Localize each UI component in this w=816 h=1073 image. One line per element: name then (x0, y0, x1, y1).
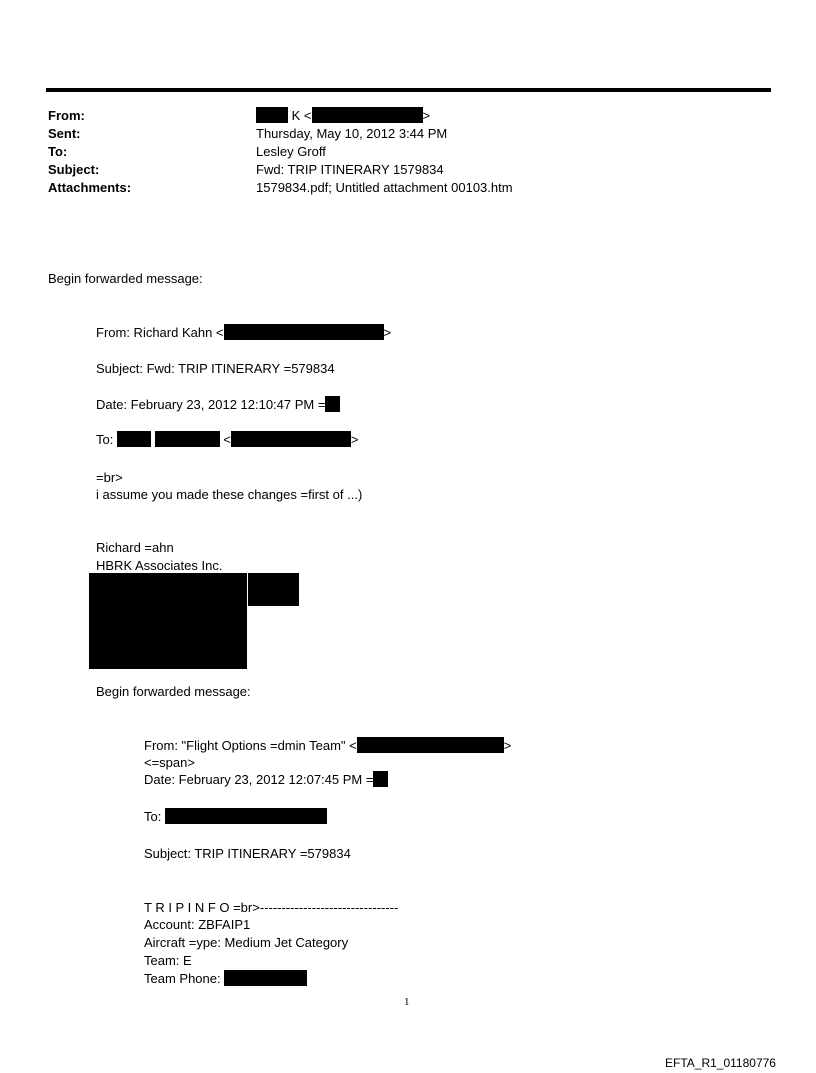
fwd1-to-prefix: To: (96, 432, 114, 447)
from-value-end: > (422, 108, 431, 123)
fwd2-date-text: Date: February 23, 2012 12:07:45 PM = (144, 772, 374, 787)
redaction (165, 808, 327, 824)
fwd1-subject: Subject: Fwd: TRIP ITINERARY =579834 (96, 361, 335, 376)
fwd2-date (144, 771, 388, 788)
begin-forwarded-2: Begin forwarded message: (96, 684, 251, 699)
redaction (117, 431, 151, 447)
trip-team: Team: E (144, 953, 192, 968)
sent-value: Thursday, May 10, 2012 3:44 PM (256, 126, 448, 141)
fwd1-date-text: Date: February 23, 2012 12:10:47 PM = (96, 397, 326, 412)
to-label: To: (48, 144, 68, 159)
from-label: From: (48, 108, 85, 123)
redaction (312, 107, 423, 123)
fwd2-from (144, 737, 511, 754)
trip-account: Account: ZBFAIP1 (144, 917, 251, 932)
redaction (231, 431, 351, 447)
trip-team-phone (144, 970, 307, 987)
from-value (256, 107, 430, 125)
signature-company: HBRK Associates Inc. (96, 558, 223, 573)
fwd2-from-prefix: From: "Flight Options =dmin Team" < (144, 738, 357, 753)
signature-redaction (248, 573, 299, 606)
fwd2-to (144, 808, 327, 825)
fwd2-subject: Subject: TRIP ITINERARY =579834 (144, 846, 351, 861)
redaction (325, 396, 340, 412)
redaction (155, 431, 220, 447)
redaction (373, 771, 388, 787)
to-value: Lesley Groff (256, 144, 326, 159)
fwd1-to (96, 431, 358, 448)
redaction (256, 107, 288, 123)
sent-label: Sent: (48, 126, 81, 141)
fwd1-to-suffix: > (350, 432, 359, 447)
fwd1-from (96, 324, 391, 341)
redaction (224, 970, 307, 986)
header-rule (46, 88, 771, 92)
fwd2-span: <=span> (144, 755, 195, 770)
signature-redaction (89, 573, 247, 669)
redaction (224, 324, 384, 340)
begin-forwarded-1: Begin forwarded message: (48, 271, 203, 286)
fwd1-date (96, 396, 340, 413)
subject-value: Fwd: TRIP ITINERARY 1579834 (256, 162, 444, 177)
fwd1-from-prefix: From: Richard Kahn < (96, 325, 224, 340)
page-number: 1 (404, 996, 410, 1008)
fwd1-message: i assume you made these changes =first of ...) (96, 487, 363, 502)
signature-name: Richard =ahn (96, 540, 174, 555)
fwd1-to-mid: < (223, 432, 231, 447)
attachments-value: 1579834.pdf; Untitled attachment 00103.htm (256, 180, 513, 195)
trip-info-heading: T R I P I N F O =br>-------------------------------- (144, 900, 399, 915)
fwd1-from-suffix: > (383, 325, 392, 340)
subject-label: Subject: (48, 162, 100, 177)
redaction (357, 737, 504, 753)
trip-team-phone-label: Team Phone: (144, 971, 221, 986)
bates-number: EFTA_R1_01180776 (665, 1056, 776, 1070)
attachments-label: Attachments: (48, 180, 132, 195)
from-value-mid: K < (291, 108, 312, 123)
trip-aircraft: Aircraft =ype: Medium Jet Category (144, 935, 349, 950)
fwd2-to-prefix: To: (144, 809, 162, 824)
fwd1-br: =br> (96, 470, 123, 485)
fwd2-from-suffix: > (503, 738, 512, 753)
